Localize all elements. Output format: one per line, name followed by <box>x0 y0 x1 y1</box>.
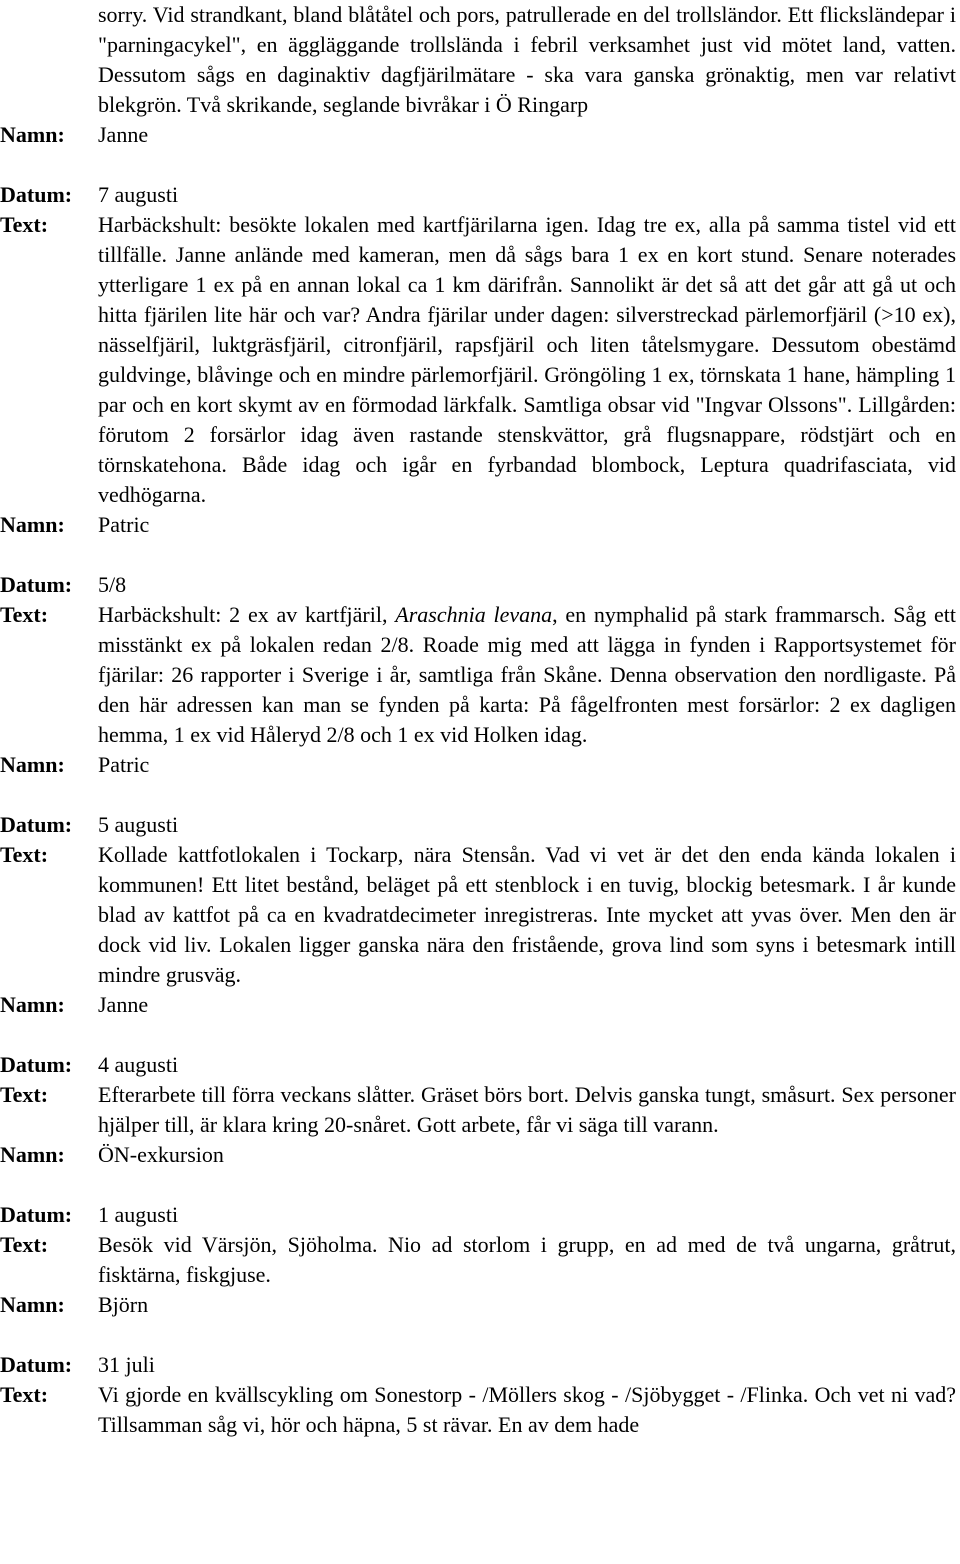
text-row <box>0 1230 960 1290</box>
continued-text-row <box>0 0 960 120</box>
date-label: Datum: <box>0 572 73 597</box>
species-name: Araschnia levana <box>395 602 553 627</box>
name-label: Namn: <box>0 752 65 777</box>
diary-entry <box>0 1200 960 1320</box>
entry-name: Janne <box>98 992 149 1017</box>
diary-entry <box>0 180 960 540</box>
entry-date: 7 augusti <box>98 182 179 207</box>
entry-text: Harbäckshult: besökte lokalen med kartfjärilarna igen. Idag tre ex, alla på samma tistel vid ett tillfälle. Janne anlände med kameran, men då sågs bara 1 ex en kort stund. Senare noterades ytterligare 1 ex på en annan lokal ca 1 km därifrån. Sannolikt är det så att det går att gå ut och hitta fjärilen lite här och var? Andra fjärilar under dagen: silverstreckad pärlemorfjäril (>10 ex), nässelfjäril, luktgräsfjäril, citronfjäril, rapsfjäril och liten tåtelsmygare. Dessutom obestämd guldvinge, blåvinge och en mindre pärlemorfjäril. Gröngöling 1 ex, törnskata 1 hane, hämpling 1 par och en kort skymt av en förmodad lärkfalk. Samtliga obsar vid "Ingvar Olssons". Lillgården: förutom 2 forsärlor idag även rastande stenskvättor, grå flugsnappare, rödstjärt och en törnskatehona. Både idag och igår en fyrbandad blombock, Leptura quadrifasciata, vid vedhögarna. <box>98 212 956 507</box>
date-row <box>0 1200 960 1230</box>
entry-date: 5/8 <box>98 572 127 597</box>
continued-text: sorry. Vid strandkant, bland blåtåtel och pors, patrullerade en del trollsländor. Ett flicksländepar i "parningacykel", en äggläggande trollslända i febril verksamhet just vid mötet land, vatten. Dessutom sågs en daginaktiv dagfjärilmätare - ska vara ganska grönaktig, men var relativt blekgrön. Två skrikande, seglande bivråkar i Ö Ringarp <box>98 2 956 117</box>
diary-entry <box>0 810 960 1020</box>
date-row <box>0 1350 960 1380</box>
entry-text: Efterarbete till förra veckans slåtter. Gräset börs bort. Delvis ganska tungt, småsurt. Sex personer hjälper till, är klara kring 20-snåret. Gott arbete, får vi säga till varann. <box>98 1082 956 1137</box>
text-label: Text: <box>0 1232 49 1257</box>
date-row <box>0 570 960 600</box>
date-row <box>0 180 960 210</box>
date-row <box>0 810 960 840</box>
text-row <box>0 1080 960 1140</box>
diary-entry <box>0 1050 960 1170</box>
entry-name: Patric <box>98 512 150 537</box>
date-label: Datum: <box>0 812 73 837</box>
text-label: Text: <box>0 842 49 867</box>
date-label: Datum: <box>0 1202 73 1227</box>
entry-date: 1 augusti <box>98 1202 179 1227</box>
date-label: Datum: <box>0 1052 73 1077</box>
text-label: Text: <box>0 212 49 237</box>
text-row <box>0 1380 960 1440</box>
text-label: Text: <box>0 602 49 627</box>
entry-text: Kollade kattfotlokalen i Tockarp, nära Stensån. Vad vi vet är det den enda kända lokalen i kommunen! Ett litet bestånd, beläget på ett stenblock i en tuvig, blockig betesmark. I år kunde blad av kattfot på ca en kvadratdecimeter inregistreras. Inte mycket att yvas över. Men den är dock vid liv. Lokalen ligger ganska nära den fristående, grova lind som syns i betesmark intill mindre grusväg. <box>98 842 956 987</box>
entry-text-part: Harbäckshult: 2 ex av kartfjäril, <box>98 602 396 627</box>
entry-text <box>98 600 960 750</box>
entry-text-part: , en nymphalid på stark frammarsch. Såg ett misstänkt ex på lokalen redan 2/8. Roade mig med att lägga in fynden i Rapportsystemet för fjärilar: 26 rapporter i Sverige i år, samtliga från Skåne. Denna observation den nordligaste. På den här adressen kan man se fynden på karta: På fågelfronten mest forsärlor: 2 ex dagligen hemma, 1 ex vid Håleryd 2/8 och 1 ex vid Holken idag. <box>98 602 956 747</box>
text-row <box>0 210 960 510</box>
text-row <box>0 840 960 990</box>
continued-name-row <box>0 120 960 150</box>
diary-entry <box>0 570 960 780</box>
name-label: Namn: <box>0 512 65 537</box>
name-label: Namn: <box>0 122 65 147</box>
text-row <box>0 600 960 750</box>
name-row <box>0 750 960 780</box>
diary-entry <box>0 1350 960 1440</box>
text-label: Text: <box>0 1382 49 1407</box>
entry-name: Patric <box>98 752 150 777</box>
date-label: Datum: <box>0 182 73 207</box>
date-label: Datum: <box>0 1352 73 1377</box>
name-row <box>0 510 960 540</box>
name-label: Namn: <box>0 1142 65 1167</box>
text-label: Text: <box>0 1082 49 1107</box>
name-label: Namn: <box>0 1292 65 1317</box>
name-row <box>0 990 960 1020</box>
entry-date: 31 juli <box>98 1352 155 1377</box>
entry-date: 4 augusti <box>98 1052 179 1077</box>
name-row <box>0 1290 960 1320</box>
entry-text: Vi gjorde en kvällscykling om Sonestorp - /Möllers skog - /Sjöbygget - /Flinka. Och vet ni vad? Tillsamman såg vi, hör och häpna, 5 st rävar. En av dem hade <box>98 1382 956 1437</box>
name-row <box>0 1140 960 1170</box>
continued-name: Janne <box>98 122 149 147</box>
date-row <box>0 1050 960 1080</box>
entry-date: 5 augusti <box>98 812 179 837</box>
entry-text: Besök vid Värsjön, Sjöholma. Nio ad storlom i grupp, en ad med de två ungarna, gråtrut, fisktärna, fiskgjuse. <box>98 1232 956 1287</box>
entry-name: ÖN-exkursion <box>98 1142 224 1167</box>
entry-name: Björn <box>98 1292 149 1317</box>
name-label: Namn: <box>0 992 65 1017</box>
